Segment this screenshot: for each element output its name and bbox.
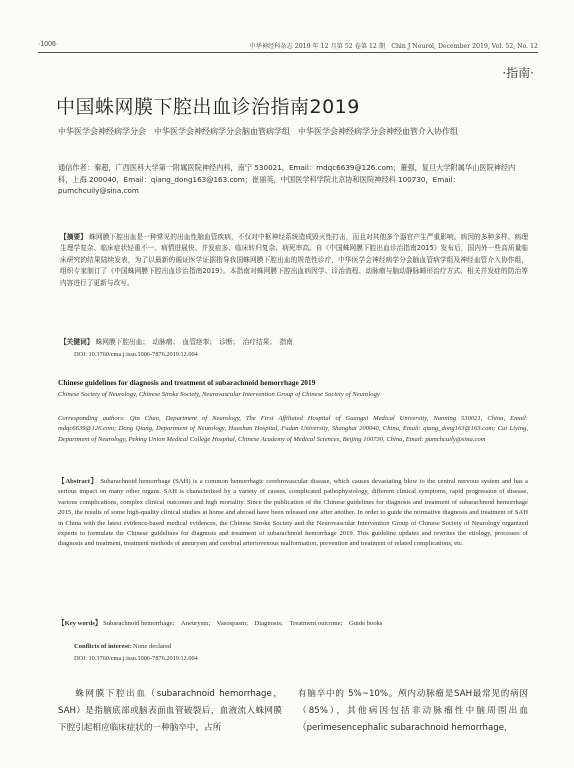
english-keywords-text: Subarachnoid hemorrhage; Aneurysm; Vasospasm; Diagnosis; Treatment outcome; Guide books [103,620,383,627]
chinese-keywords [60,336,528,346]
english-abstract-label: 【Abstract】 [58,478,98,485]
article-title: 中国蛛网膜下腔出血诊治指南2019 [56,96,360,118]
english-keywords-label: 【Key words】 [58,620,102,627]
section-tag: ·指南· [502,66,534,80]
conflicts-label: Conflicts of interest: [74,643,132,650]
english-society: Chinese Society of Neurology, Chinese Stroke Society, Neurovascular Intervention Group of Chinese Society of Neurology [58,391,380,398]
body-column-left: 蛛网膜下腔出血（subarachnoid hemorrhage，SAH）是指脑底部或脑表面血管破裂后，血液流入蛛网膜下腔引起相应临床症状的一种脑卒中，占所 [58,689,282,733]
conflicts-text: None declared [133,643,172,650]
chinese-abstract-label: 【摘要】 [60,233,88,241]
chinese-keywords-label: 【关键词】 [60,338,94,346]
english-doi: DOI: 10.3760/cma.j.issn.1006-7876.2019.12.004 [74,655,198,662]
english-abstract [58,477,528,550]
conflicts-of-interest [74,643,171,650]
correspondence-info: 通信作者：秦超，广西医科大学第一附属医院神经内科，南宁 530021，Email：mdqc6639@126.com；董强，复旦大学附属华山医院神经内科，上海 200040，Email：qiang_dong163@163.com；崔丽英，中国医学科学院北京协和医院神经科 100730，Email：pumchcuily@sina.com [58,163,516,196]
chinese-doi: DOI: 10.3760/cma.j.issn.1006-7876.2019.12.004 [74,351,198,358]
chinese-abstract-text: 蛛网膜下腔出血是一种常见的出血性脑血管疾病，不仅对中枢神经系统造成毁灭性打击，而且对其他多个器官产生严重影响。病因的多种多样、病理生理学复杂、临床症状轻重不一、病情进展快、并发症多、临床转归复杂、病死率高。自《中国蛛网膜下腔出血诊治指南2015》发布后，国内外一些高质量临床研究的结果陆续发表，为了以最新的循证医学证据指导我国蛛网膜下腔出血的规范性诊疗，中华医学会神经病学分会脑血管病学组及神经血管介入协作组，组织专家制订了《中国蛛网膜下腔出血诊治指南2019》。本指南对蛛网膜下腔出血病因学、诊治流程、动脉瘤与脑动静脉畸形治疗方式、相关并发症的防治等内容进行了更新与改写。 [60,233,529,287]
header-divider [38,52,538,53]
chinese-abstract [60,232,528,289]
english-abstract-text: Subarachnoid hemorrhage (SAH) is a common hemorrhagic cerebrovascular disease, which causes devastating blow to the central nervous system and has a serious impact on many other organs. SAH is characterized by a variety of causes, complicated pathophysiology, different clinical symptoms, rapid progression of disease, various complications, complex clinical outcomes and high mortality. Since the publication of the Chinese guidelines for diagnosis and treatment of subarachnoid hemorrhage 2015, the results of some high-quality clinical studies at home and abroad have been released one after another. In order to guide the normative diagnosis and treatment of SAH in China with the latest evidence-based medical evidences, the Chinese Stroke Society and the Neurovascular Intervention Group of Chinese Society of Neurology organized experts to formulate the Chinese guidelines for diagnosis and treatment of subarachnoid hemorrhage 2019. This guideline updates and rewrites the etiology, processes of diagnosis and treatment, treatment methods of aneurysm and cerebral arteriovenous malformation, prevention and treatment of related complications, etc. [58,478,528,548]
page-number: ·1006· [38,41,59,48]
author-list: 中华医学会神经病学分会 中华医学会神经病学分会脑血管病学组 中华医学会神经病学分会神经血管介入协作组 [58,127,458,136]
body-column-right: 有脑卒中的 5%~10%。颅内动脉瘤是SAH最常见的病因（85%），其他病因包括非动脉瘤性中脑周围出血（perimesencephalic subarachnoid hemorrhage， [298,689,528,733]
english-title: Chinese guidelines for diagnosis and treatment of subarachnoid hemorrhage 2019 [58,378,316,387]
english-correspondence: Corresponding authors: Qin Chao, Department of Neurology, The First Affiliated Hospital of Guangxi Medical University, Nanning 530021, China, Email: mdqc6639@126.com; Dong Qiang, Department of Neurology, Huashan Hospital, Fudan University, Shanghai 200040, China, Email: qiang_dong163@163.com; Cui Liying, Department of Neurology, Peking Union Medical College Hospital, Chinese Academy of Medical Sciences, Beijing 100730, China, Email: pumchcuily@sina.com [58,415,528,443]
english-keywords [58,619,528,629]
journal-citation: 中华神经科杂志 2019 年 12 月第 52 卷第 12 期 Chin J Neurol, December 2019, Vol. 52, No. 12 [249,43,538,50]
chinese-keywords-text: 蛛网膜下腔出血； 动脉瘤； 血管痉挛； 诊断； 治疗结果； 指南 [95,338,293,346]
